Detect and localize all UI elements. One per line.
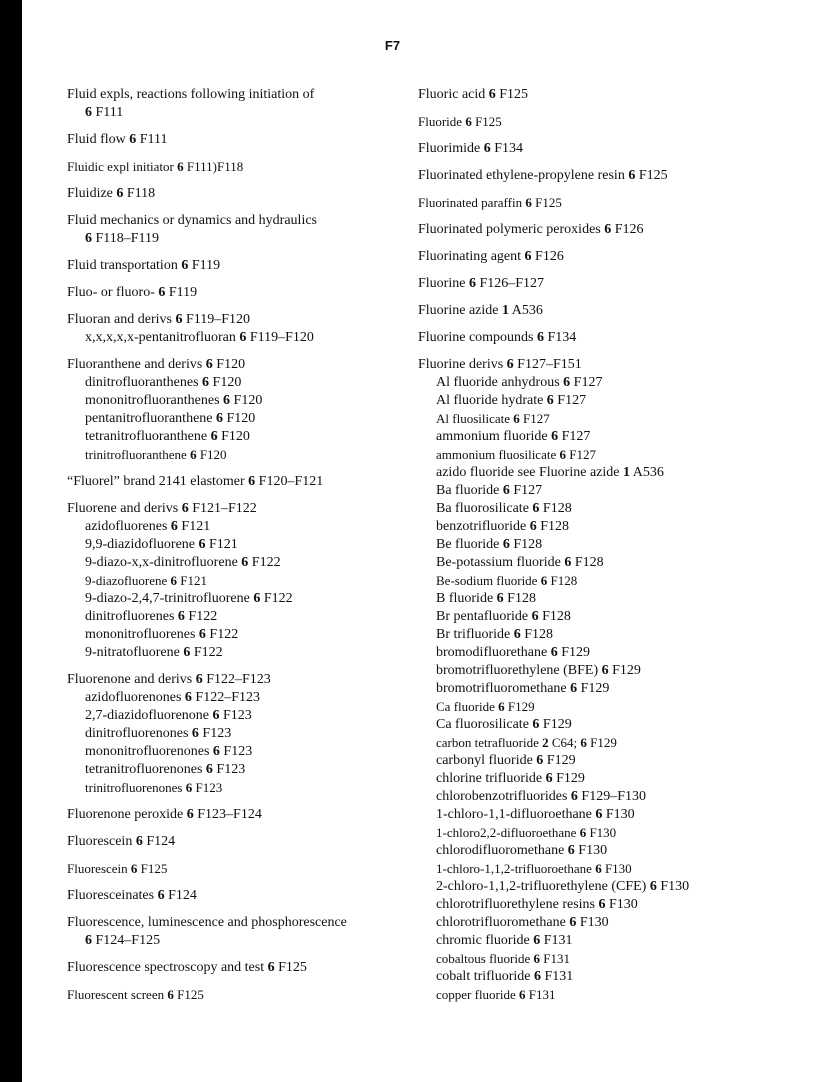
index-subentry: dinitrofluorenes 6 F122 xyxy=(85,609,218,624)
index-entry xyxy=(67,185,397,203)
index-heading: Fluoric acid 6 F125 xyxy=(418,87,529,102)
index-subentry: cobalt trifluoride 6 F131 xyxy=(436,969,574,984)
index-entry xyxy=(418,329,813,347)
index-heading: Fluidic expl initiator 6 F111)F118 xyxy=(67,159,244,174)
index-heading: Fluorescein 6 F124 xyxy=(67,834,176,849)
index-entry xyxy=(67,158,397,176)
index-heading: Fluorine 6 F126–F127 xyxy=(418,276,545,291)
page-edge-shadow xyxy=(0,0,22,1082)
index-subentry: 1-chloro-1,1,2-trifluoroethane 6 F130 xyxy=(436,861,632,876)
index-subentry: Al fluoride anhydrous 6 F127 xyxy=(436,375,603,390)
index-subentry: Ba fluorosilicate 6 F128 xyxy=(436,501,572,516)
index-subentry: 6 F118–F119 xyxy=(85,231,160,246)
index-entry xyxy=(67,311,397,347)
index-entry xyxy=(418,221,813,239)
index-subentry: mononitrofluorenes 6 F122 xyxy=(85,627,239,642)
index-subentry: chlorodifluoromethane 6 F130 xyxy=(436,843,608,858)
index-heading: Fluorimide 6 F134 xyxy=(418,141,524,156)
index-subentry: cobaltous fluoride 6 F131 xyxy=(436,951,570,966)
index-heading: Fluoran and derivs 6 F119–F120 xyxy=(67,312,251,327)
index-subentry: chlorotrifluoromethane 6 F130 xyxy=(436,915,609,930)
index-subentry: chromic fluoride 6 F131 xyxy=(436,933,573,948)
index-subentry: carbon tetrafluoride 2 C64; 6 F129 xyxy=(436,735,617,750)
index-entry xyxy=(67,356,397,464)
index-column-right xyxy=(418,86,813,1013)
index-subentry: pentanitrofluoranthene 6 F120 xyxy=(85,411,256,426)
index-entry xyxy=(67,914,397,950)
index-subentry: 9-diazo-x,x-dinitrofluorene 6 F122 xyxy=(85,555,281,570)
index-heading: Fluorescent screen 6 F125 xyxy=(67,987,204,1002)
index-subentry: dinitrofluoranthenes 6 F120 xyxy=(85,375,242,390)
index-entry xyxy=(67,473,397,491)
index-subentry: Be-sodium fluoride 6 F128 xyxy=(436,573,578,588)
index-subentry: trinitrofluoranthene 6 F120 xyxy=(85,447,227,462)
index-subentry: 9,9-diazidofluorene 6 F121 xyxy=(85,537,238,552)
index-subentry: dinitrofluorenones 6 F123 xyxy=(85,726,232,741)
index-entry xyxy=(67,860,397,878)
index-subentry: tetranitrofluorenones 6 F123 xyxy=(85,762,246,777)
index-subentry: 6 F124–F125 xyxy=(85,933,161,948)
index-entry xyxy=(67,86,397,122)
index-entry xyxy=(67,671,397,797)
index-subentry: chlorotrifluorethylene resins 6 F130 xyxy=(436,897,638,912)
index-subentry: 9-diazofluorene 6 F121 xyxy=(85,573,208,588)
index-subentry: 9-diazo-2,4,7-trinitrofluorene 6 F122 xyxy=(85,591,293,606)
index-heading: Fluo- or fluoro- 6 F119 xyxy=(67,285,198,300)
index-subentry: Be-potassium fluoride 6 F128 xyxy=(436,555,604,570)
index-heading: Fluorine compounds 6 F134 xyxy=(418,330,577,345)
index-heading: Fluid mechanics or dynamics and hydraulics xyxy=(67,213,317,228)
index-entry xyxy=(418,194,813,212)
index-subentry: 2,7-diazidofluorenone 6 F123 xyxy=(85,708,252,723)
page-number: F7 xyxy=(384,38,401,53)
index-subentry: 2-chloro-1,1,2-trifluorethylene (CFE) 6 F130 xyxy=(436,879,690,894)
index-heading: Fluorinated ethylene-propylene resin 6 F125 xyxy=(418,168,668,183)
index-heading: Fluidize 6 F118 xyxy=(67,186,156,201)
index-subentry: x,x,x,x,x-pentanitrofluoran 6 F119–F120 xyxy=(85,330,314,345)
index-entry xyxy=(67,257,397,275)
index-subentry: azidofluorenones 6 F122–F123 xyxy=(85,690,260,705)
index-heading: Fluoresceinates 6 F124 xyxy=(67,888,197,903)
index-subentry: chlorine trifluoride 6 F129 xyxy=(436,771,585,786)
index-column-left xyxy=(67,86,397,1013)
index-entry xyxy=(418,140,813,158)
index-subentry: bromodifluorethane 6 F129 xyxy=(436,645,590,660)
index-heading: Fluorenone peroxide 6 F123–F124 xyxy=(67,807,262,822)
index-subentry: trinitrofluorenones 6 F123 xyxy=(85,780,223,795)
index-subentry: Br trifluoride 6 F128 xyxy=(436,627,554,642)
index-heading: Fluoranthene and derivs 6 F120 xyxy=(67,357,246,372)
index-entry xyxy=(418,356,813,1004)
index-subentry: 6 F111 xyxy=(85,105,124,120)
index-entry xyxy=(418,248,813,266)
index-subentry: 1-chloro2,2-difluoroethane 6 F130 xyxy=(436,825,617,840)
index-subentry: chlorobenzotrifluorides 6 F129–F130 xyxy=(436,789,646,804)
index-subentry: benzotrifluoride 6 F128 xyxy=(436,519,569,534)
index-heading: Fluorescence spectroscopy and test 6 F125 xyxy=(67,960,307,975)
index-heading: Fluoride 6 F125 xyxy=(418,114,502,129)
index-entry xyxy=(67,284,397,302)
index-subentry: 9-nitratofluorene 6 F122 xyxy=(85,645,223,660)
index-entry xyxy=(67,986,397,1004)
index-heading: Fluid expls, reactions following initiation of xyxy=(67,87,315,102)
index-subentry: bromotrifluoromethane 6 F129 xyxy=(436,681,610,696)
index-subentry: tetranitrofluoranthene 6 F120 xyxy=(85,429,250,444)
index-entry xyxy=(67,959,397,977)
index-subentry: Al fluoride hydrate 6 F127 xyxy=(436,393,587,408)
index-entry xyxy=(67,212,397,248)
index-subentry: Ba fluoride 6 F127 xyxy=(436,483,543,498)
index-entry xyxy=(67,500,397,662)
index-subentry: ammonium fluoride 6 F127 xyxy=(436,429,591,444)
index-heading: Fluorine derivs 6 F127–F151 xyxy=(418,357,582,372)
index-subentry: B fluoride 6 F128 xyxy=(436,591,536,606)
index-subentry: mononitrofluoranthenes 6 F120 xyxy=(85,393,263,408)
index-subentry: copper fluoride 6 F131 xyxy=(436,987,556,1002)
index-entry xyxy=(418,302,813,320)
index-heading: Fluorinated polymeric peroxides 6 F126 xyxy=(418,222,644,237)
index-subentry: Ca fluorosilicate 6 F129 xyxy=(436,717,572,732)
index-heading: Fluorescence, luminescence and phosphorescence xyxy=(67,915,347,930)
index-subentry: ammonium fluosilicate 6 F127 xyxy=(436,447,596,462)
index-subentry: 1-chloro-1,1-difluoroethane 6 F130 xyxy=(436,807,635,822)
index-entry xyxy=(418,113,813,131)
index-subentry: mononitrofluorenones 6 F123 xyxy=(85,744,253,759)
index-subentry: azidofluorenes 6 F121 xyxy=(85,519,211,534)
index-heading: Fluorine azide 1 A536 xyxy=(418,303,543,318)
index-subentry: bromotrifluorethylene (BFE) 6 F129 xyxy=(436,663,641,678)
index-subentry: Al fluosilicate 6 F127 xyxy=(436,411,550,426)
index-heading: Fluorinating agent 6 F126 xyxy=(418,249,564,264)
index-entry xyxy=(67,833,397,851)
index-heading: Fluid transportation 6 F119 xyxy=(67,258,221,273)
index-subentry: Ca fluoride 6 F129 xyxy=(436,699,535,714)
index-entry xyxy=(67,806,397,824)
index-subentry: Be fluoride 6 F128 xyxy=(436,537,543,552)
index-heading: Fluid flow 6 F111 xyxy=(67,132,168,147)
index-heading: Fluorenone and derivs 6 F122–F123 xyxy=(67,672,271,687)
index-entry xyxy=(418,275,813,293)
index-entry xyxy=(418,86,813,104)
index-heading: Fluorene and derivs 6 F121–F122 xyxy=(67,501,257,516)
index-subentry: azido fluoride see Fluorine azide 1 A536 xyxy=(436,465,664,480)
index-heading: “Fluorel” brand 2141 elastomer 6 F120–F121 xyxy=(67,474,324,489)
index-heading: Fluorescein 6 F125 xyxy=(67,861,168,876)
index-entry xyxy=(418,167,813,185)
index-heading: Fluorinated paraffin 6 F125 xyxy=(418,195,562,210)
index-entry xyxy=(67,887,397,905)
index-entry xyxy=(67,131,397,149)
index-subentry: carbonyl fluoride 6 F129 xyxy=(436,753,576,768)
index-subentry: Br pentafluoride 6 F128 xyxy=(436,609,571,624)
